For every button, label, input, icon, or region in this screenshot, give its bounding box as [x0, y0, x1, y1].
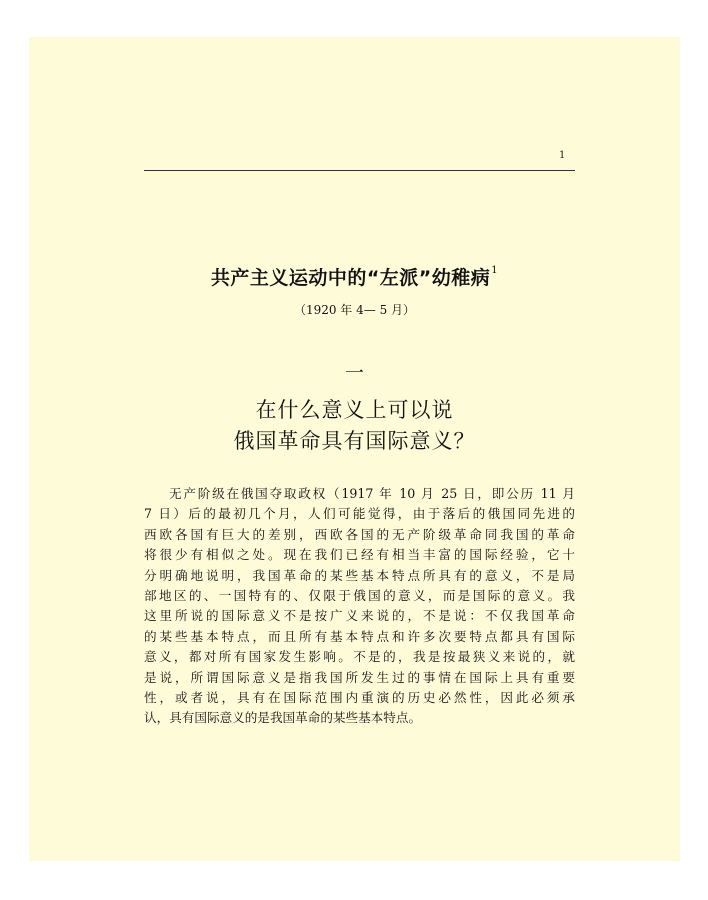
section-title-line-2: 俄国革命具有国际意义？: [233, 429, 476, 453]
body-line: 西欧各国有巨大的差别，西欧各国的无产阶级革命同我国的革命: [144, 526, 575, 542]
body-line: 的某些基本特点，而且所有基本特点和许多次要特点都具有国际: [144, 628, 575, 644]
section-title: [29, 395, 680, 457]
document-date: （1920 年 4— 5 月）: [293, 303, 416, 317]
body-line: 分明确地说明，我国革命的某些基本特点所具有的意义，不是局: [144, 567, 575, 583]
body-line: 认，具有国际意义的是我国革命的某些基本特点。: [144, 710, 422, 726]
body-line: 7 日）后的最初几个月，人们可能觉得，由于落后的俄国同先进的: [144, 506, 575, 522]
page-number: 1: [559, 150, 566, 161]
body-line: 是说，所谓国际意义是指我国所发生过的事情在国际上具有重要: [144, 669, 575, 685]
body-paragraph: [144, 484, 575, 729]
page: [29, 37, 680, 861]
body-line: 这里所说的国际意义不是按广义来说的，不是说：不仅我国革命: [144, 608, 575, 624]
body-line: 意义，都对所有国家发生影响。不是的，我是按最狭义来说的，就: [144, 649, 575, 665]
section-title-line-1: 在什么意义上可以说: [255, 398, 454, 422]
body-line: 性，或者说，具有在国际范围内重演的历史必然性，因此必须承: [144, 690, 575, 706]
section-number: 一: [344, 362, 364, 384]
title-footnote-marker: 1: [491, 264, 499, 276]
body-line: 将很少有相似之处。现在我们已经有相当丰富的国际经验，它十: [144, 547, 575, 563]
header-rule: [144, 170, 575, 171]
document-title: [29, 263, 680, 290]
body-line: 部地区的、一国特有的、仅限于俄国的意义，而是国际的意义。我: [144, 588, 575, 604]
title-text: 共产主义运动中的“左派”幼稚病: [210, 267, 491, 289]
body-line: 无产阶级在俄国夺取政权（1917 年 10 月 25 日，即公历 11 月: [169, 486, 575, 501]
